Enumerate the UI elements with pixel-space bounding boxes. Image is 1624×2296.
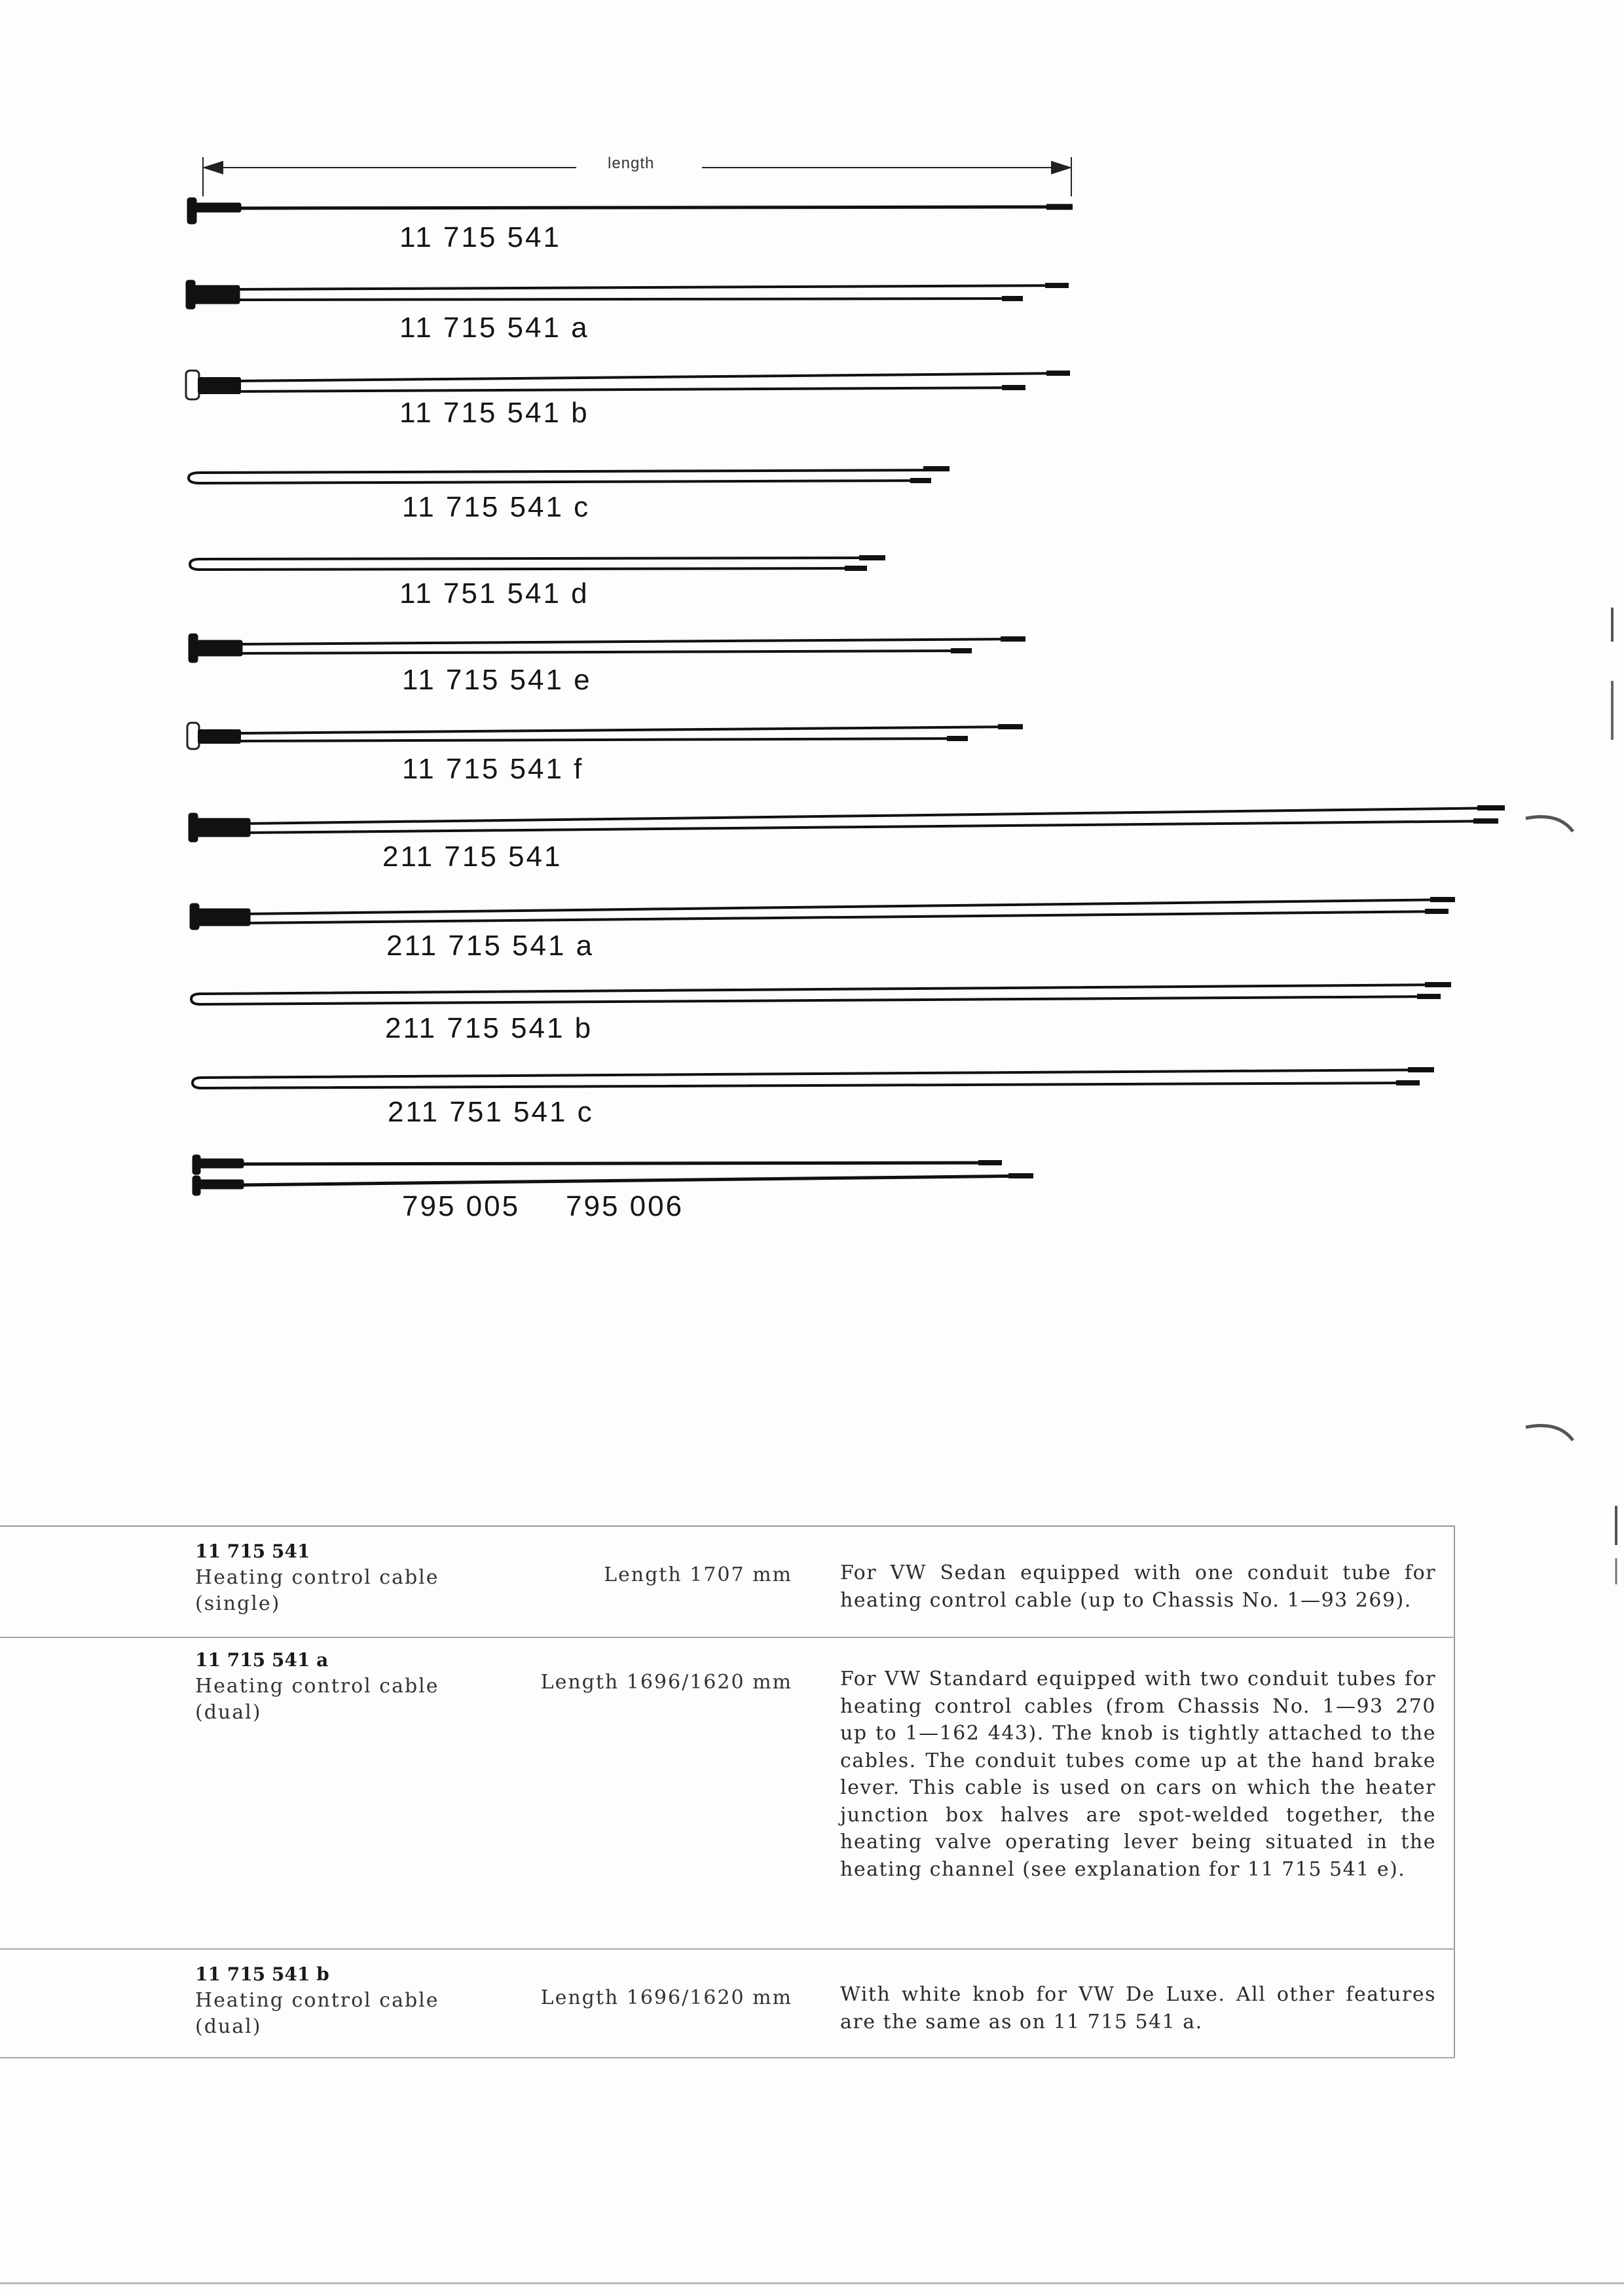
table-row — [195, 1961, 470, 2040]
cable-label: 211 715 541 — [382, 841, 563, 873]
cable-211715541a — [190, 900, 1455, 930]
cable-label: 11 715 541 c — [402, 491, 591, 523]
part-length: Length 1696/1620 mm — [540, 1671, 792, 1694]
cable-label: 11 715 541 — [399, 221, 561, 253]
part-number: 11 715 541 a — [195, 1649, 329, 1671]
cable-211715541 — [189, 808, 1505, 842]
cable-label: 11 715 541 e — [402, 664, 592, 696]
cable-label: 11 715 541 f — [402, 753, 584, 785]
part-length: Length 1696/1620 mm — [540, 1986, 792, 2009]
cable-label: 11 715 541 a — [399, 312, 589, 344]
table-row — [195, 1539, 470, 1617]
cable-label: 211 751 541 c — [388, 1096, 594, 1128]
part-number: 11 715 541 — [195, 1540, 310, 1562]
page-bottom-edge — [0, 2282, 1624, 2284]
part-variant: (dual) — [195, 2015, 262, 2038]
cable-label: 11 715 541 b — [399, 397, 589, 429]
part-variant: (dual) — [195, 1701, 262, 1724]
part-note: For VW Sedan equipped with one conduit tube for heating control cable (up to Chassis No. 1—93 269). — [840, 1561, 1436, 1612]
binder-marks — [1519, 589, 1624, 1768]
cable-label: 795 006 — [566, 1190, 684, 1222]
cable-label: 795 005 — [402, 1190, 521, 1222]
cable-11715541 — [187, 198, 1073, 224]
cable-label: 211 715 541 a — [386, 930, 595, 962]
table-row — [195, 1647, 470, 1726]
cable-11715541c — [189, 469, 950, 483]
part-number: 11 715 541 b — [195, 1963, 329, 1985]
cable-211751541c — [193, 1070, 1434, 1088]
part-description: Heating control cable — [195, 1989, 439, 2012]
part-description: Heating control cable — [195, 1566, 439, 1589]
row-divider — [0, 1948, 1455, 1950]
part-note: With white knob for VW De Luxe. All other features are the same as on 11 715 541 a. — [840, 1983, 1436, 2033]
row-divider — [0, 1637, 1455, 1638]
cable-11715541f — [187, 723, 1023, 749]
row-divider — [0, 2057, 1455, 2058]
cable-11715541e — [189, 634, 1025, 663]
cable-11715541a — [186, 280, 1069, 309]
cables-795005-795006 — [193, 1155, 1033, 1195]
part-length: Length 1707 mm — [604, 1563, 792, 1586]
cable-label: 211 715 541 b — [385, 1012, 593, 1044]
cable-label: 11 751 541 d — [399, 577, 589, 610]
cable-211715541b — [191, 985, 1451, 1004]
part-note: For VW Standard equipped with two conduit tubes for heating control cables (from Chassis No. 1—93 270 up to 1—162 443). The knob is tightly attached to the cables. The conduit tubes come up at the hand brake lever. This cable is used on cars on which the heater junction box halves are spot-welded together, the heating valve operating lever being situated in the heating channel (see explanation for 11 715 541 e). — [840, 1667, 1436, 1881]
part-description: Heating control cable — [195, 1675, 439, 1698]
length-label: length — [608, 155, 655, 172]
cable-11751541d — [190, 558, 885, 570]
part-variant: (single) — [195, 1592, 281, 1615]
cable-11715541b — [186, 371, 1070, 399]
